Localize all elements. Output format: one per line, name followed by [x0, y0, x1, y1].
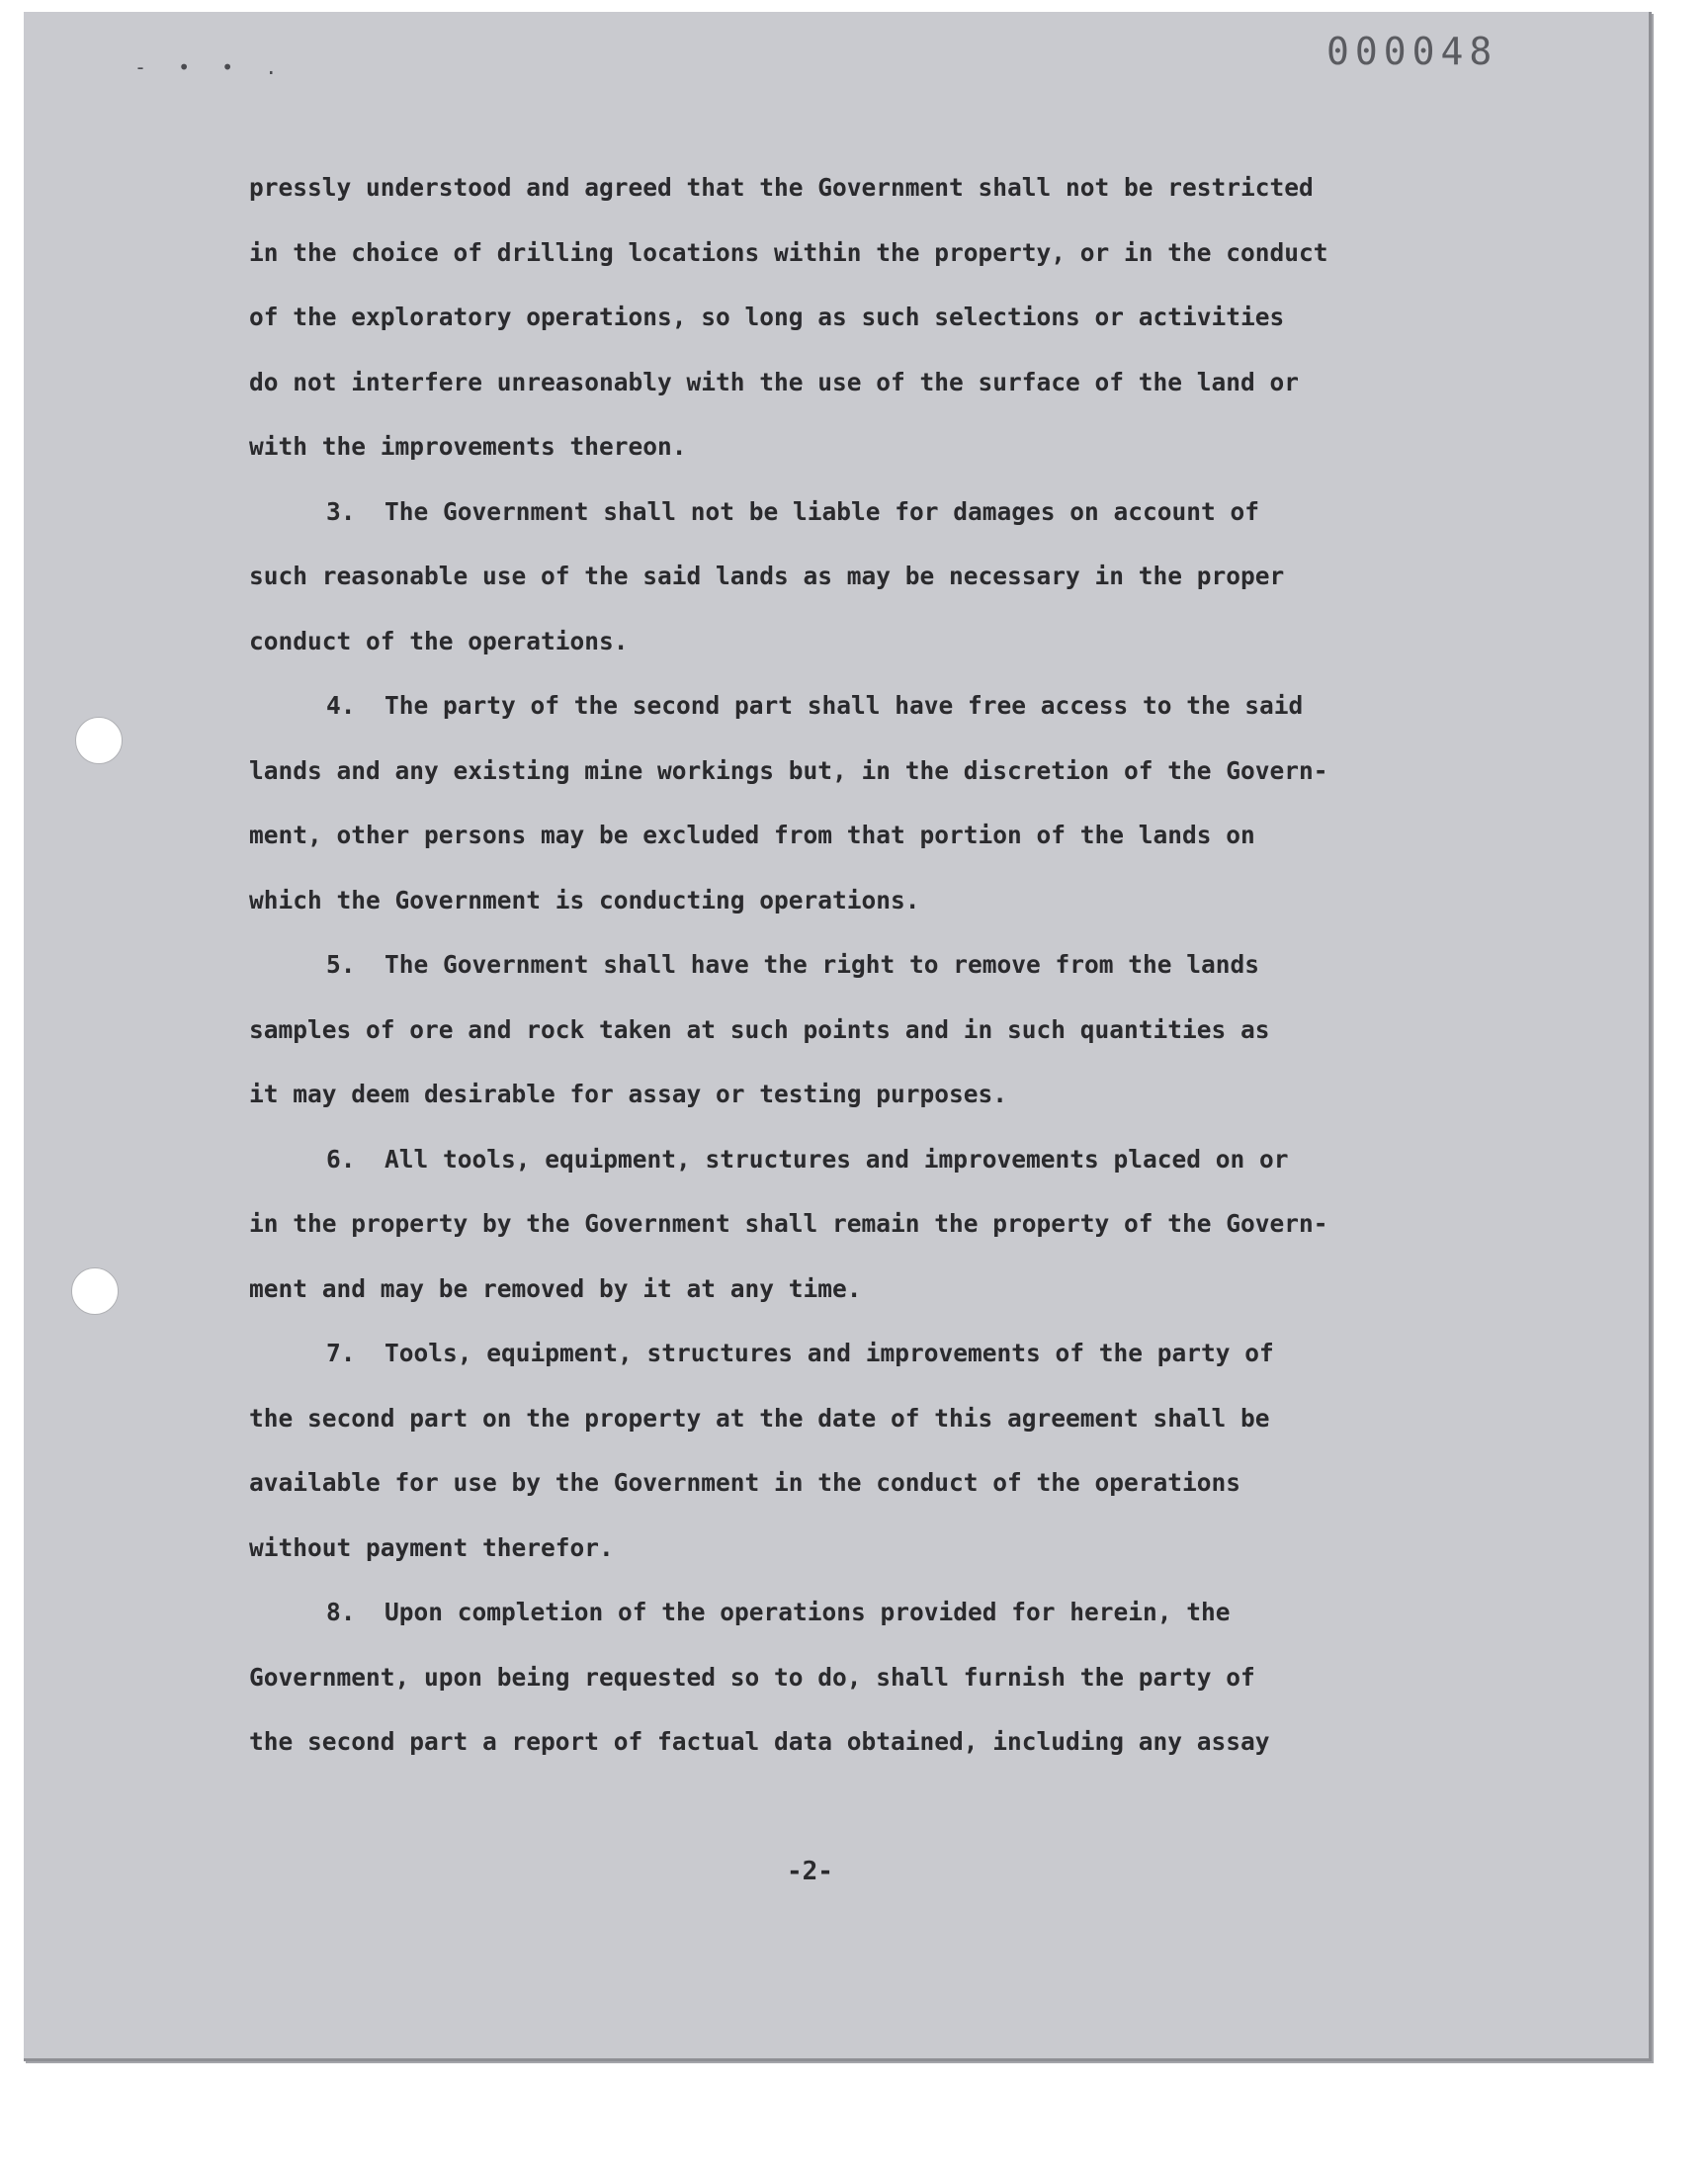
paragraph-8-start: 8. Upon completion of the operations provided for herein, the: [326, 1598, 1231, 1626]
text-line: samples of ore and rock taken at such points and in such quantities as: [249, 1014, 1270, 1044]
paragraph-7-start: 7. Tools, equipment, structures and improvements of the party of: [326, 1339, 1274, 1367]
text-line: the second part on the property at the date of this agreement shall be: [249, 1403, 1270, 1433]
text-line: of the exploratory operations, so long as such selections or activities: [249, 303, 1285, 331]
punch-hole-top: [75, 717, 123, 764]
text-line: ment, other persons may be excluded from that portion of the lands on: [249, 821, 1255, 849]
page-number: -2-: [787, 1857, 833, 1886]
text-line: the second part a report of factual data obtained, including any assay: [249, 1727, 1270, 1756]
text-line: lands and any existing mine workings but, in the discretion of the Govern-: [249, 755, 1328, 785]
document-page: [24, 12, 1652, 2061]
body-text: [249, 168, 1494, 1787]
text-line: in the choice of drilling locations within the property, or in the conduct: [249, 237, 1328, 267]
paragraph-6-start: 6. All tools, equipment, structures and improvements placed on or: [326, 1144, 1289, 1174]
text-line: Government, upon being requested so to do, shall furnish the party of: [249, 1662, 1255, 1692]
text-line: with the improvements thereon.: [249, 432, 687, 461]
paragraph-3-start: 3. The Government shall not be liable for damages on account of: [326, 496, 1260, 526]
text-line: without payment therefor.: [249, 1532, 614, 1562]
text-line: pressly understood and agreed that the Government shall not be restricted: [249, 173, 1314, 202]
punch-hole-bottom: [71, 1267, 119, 1315]
paragraph-5-start: 5. The Government shall have the right to remove from the lands: [326, 950, 1260, 979]
text-line: do not interfere unreasonably with the use of the surface of the land or: [249, 367, 1300, 396]
paragraph-4-start: 4. The party of the second part shall have free access to the said: [326, 691, 1304, 720]
text-line: such reasonable use of the said lands as may be necessary in the proper: [249, 562, 1285, 590]
text-line: in the property by the Government shall remain the property of the Govern-: [249, 1209, 1328, 1238]
document-stamp-number: 000048: [1326, 30, 1498, 73]
text-line: ment and may be removed by it at any time.: [249, 1273, 862, 1303]
text-line: which the Government is conducting operations.: [249, 885, 920, 914]
margin-marks: - • • .: [134, 55, 288, 79]
text-line: available for use by the Government in the conduct of the operations: [249, 1468, 1241, 1497]
text-line: it may deem desirable for assay or testing purposes.: [249, 1080, 1008, 1108]
text-line: conduct of the operations.: [249, 626, 629, 655]
